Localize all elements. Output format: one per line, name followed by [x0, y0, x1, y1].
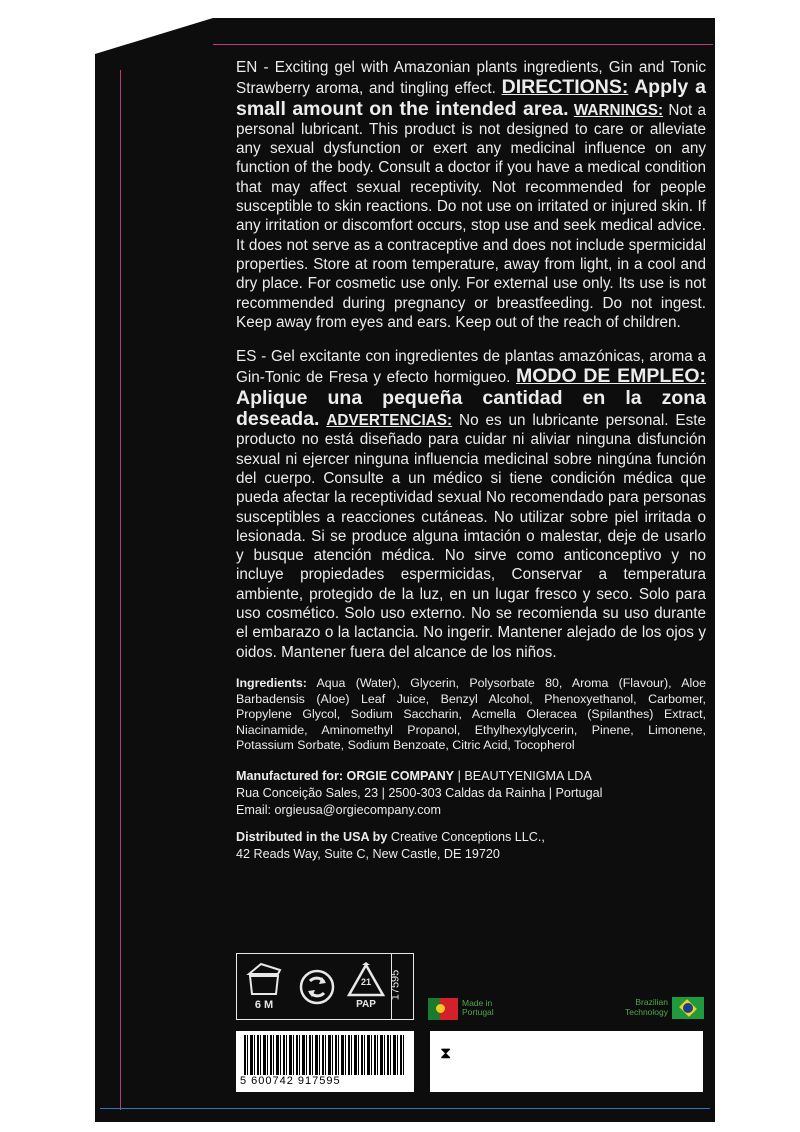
en-directions-text: Apply a small amount on the intended area.	[236, 76, 707, 120]
barcode-number: 5 600742 917595	[240, 1075, 341, 1087]
ingredients-text: Aqua (Water), Glycerin, Polysorbate 80, Aroma (Flavour), Aloe Barbadensis (Aloe) Leaf Juice, Benzyl Alcohol, Phenoxyethanol, Carbomer, Propylene Glycol, Sodium Saccharin, Acmella Oleracea (Spilanthes) Extract, Niacinamide, Aminomethyl Propanol, Ethylhexylglycerin, Pinene, Limonene, Potassium Sorbate, Sodium Benzoate, Citric Acid, Tocopherol	[236, 675, 706, 753]
distributor-label: Distributed in the USA by	[236, 829, 388, 844]
es-directions-label: MODO DE EMPLEO:	[515, 365, 706, 388]
distributor-block	[236, 829, 706, 863]
recycle-triangle-icon	[346, 962, 386, 1014]
barcode	[236, 1031, 414, 1092]
manufacturer-address: Rua Conceição Sales, 23 | 2500-303 Caldas da Rainha | Portugal	[236, 785, 603, 800]
recycle-code: PAP	[356, 999, 376, 1010]
manufacturer-block	[236, 768, 706, 819]
recycle-loop-icon	[298, 968, 336, 1006]
made-in-label: Made in Portugal	[462, 998, 494, 1017]
portugal-flag-icon	[428, 998, 458, 1020]
spanish-section	[236, 347, 706, 662]
es-warnings-text: No es un lubricante personal. Este producto no está diseñado para cuidar ni aliviar ninguna disfunción sexual ni ejercer ninguna influencia medicinal sobre ningúna función del cuerpo. Consulte a un médico si tiene condición médica que pueda afectar la receptividad sexual No recomendado para personas susceptibles a reacciones cutáneas. No utilizar sobre piel irritada o lesionada. Si se produce alguna imtación o malestar, deje de usarlo y busque atención médica. No sirve como anticonceptivo y no incluye propiedades espermicidas, Conservar a temperatura ambiente, protegido de la luz, en un lugar fresco y seco. Solo para uso cosmético. Solo uso externo. No se recomienda su uso durante el embarazo o la lactancia. No ingerir. Mantener alejado de los ojos y oidos. Mantener fuera del alcance de los niños.	[236, 412, 707, 661]
en-intro: EN - Exciting gel with Amazonian plants ingredients, Gin and Tonic Strawberry aroma, and tingling effect.	[236, 59, 706, 98]
ingredients-label: Ingredients:	[236, 675, 307, 690]
es-directions-text: Aplique una pequeña cantidad en la zona deseada.	[236, 386, 706, 431]
label-text	[236, 58, 706, 863]
hourglass-icon: ⧗	[440, 1045, 452, 1062]
brazil-flag-icon	[672, 997, 704, 1019]
english-section	[236, 58, 706, 332]
jar-pao-icon	[244, 962, 284, 1014]
manufacturer-label: Manufactured for: ORGIE COMPANY	[236, 768, 455, 783]
es-warnings-label: ADVERTENCIAS:	[326, 412, 453, 430]
en-directions-label: DIRECTIONS:	[501, 76, 629, 99]
pao-label: 6 M	[254, 999, 274, 1011]
ingredients	[236, 676, 706, 754]
trim-line-left	[120, 70, 121, 1110]
lot-number: 17595	[389, 969, 402, 1001]
trim-line-top	[213, 44, 713, 45]
package-flap	[95, 18, 213, 54]
manufacturer-email: Email: orgieusa@orgiecompany.com	[236, 802, 442, 817]
manufacturer-company: | BEAUTYENIGMA LDA	[454, 768, 592, 783]
distributor-address: 42 Reads Way, Suite C, New Castle, DE 19720	[236, 846, 500, 861]
brazilian-technology-label: Brazilian Technology	[624, 997, 668, 1017]
recycle-number: 21	[360, 977, 371, 987]
en-warnings-text: Not a personal lubricant. This product is not designed to care or alleviate any sexual dysfunction or exert any medicinal influence on any function of the body. Consult a doctor if you have a medical condition that may affect sexual receptivity. Not recommended for people susceptible to skin reactions. Do not use on irritated or injured skin. If any irritation or discomfort occurs, stop use and seek medical advice. It does not serve as a contraceptive and does not include spermicidal properties. Store at room temperature, away from light, in a cool and dry place. For cosmetic use only. For external use only. Its use is not recommended during pregnancy or breastfeeding. Do not ingest. Keep away from eyes and ears. Keep out of the reach of children.	[236, 101, 707, 331]
en-warnings-label: WARNINGS:	[573, 101, 664, 119]
lot-box	[391, 953, 414, 1020]
es-intro: ES - Gel excitante con ingredientes de plantas amazónicas, aroma a Gin-Tonic de Fresa y efecto hormigueo.	[236, 348, 706, 387]
distributor-company: Creative Conceptions LLC.,	[387, 829, 545, 844]
barcode-bars	[244, 1035, 406, 1075]
trim-line-bottom	[100, 1108, 710, 1109]
lot-expiry-box	[430, 1031, 703, 1092]
